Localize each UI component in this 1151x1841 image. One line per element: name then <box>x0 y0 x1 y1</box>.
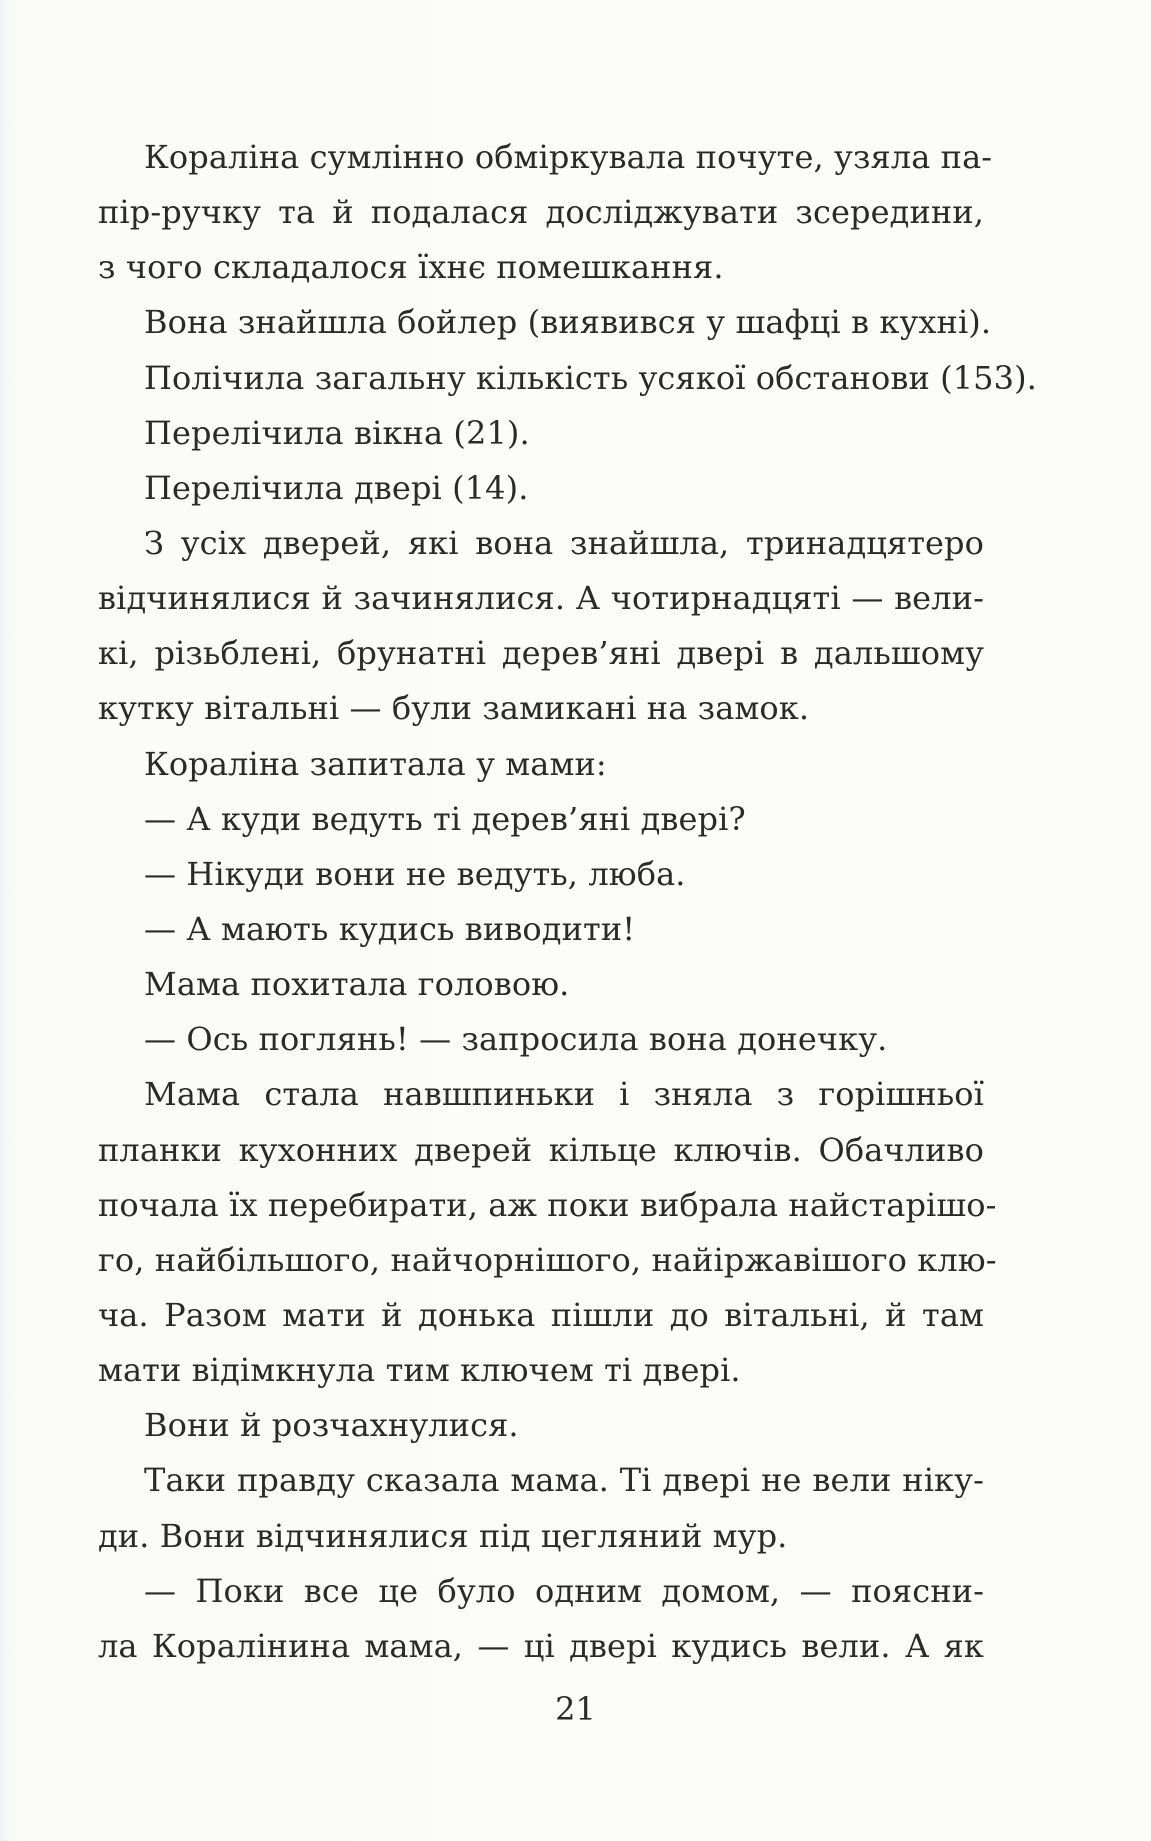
text-line: Мама похитала головою. <box>144 965 570 1004</box>
text-line: кутку вітальні — були замикані на замок. <box>98 689 810 728</box>
page-number: 21 <box>555 1690 596 1728</box>
text-line: відчинялися й зачинялися. А чотирнадцяті — вели- <box>98 579 984 618</box>
text-line: з чого складалося їхнє помешкання. <box>98 248 724 287</box>
text-line: — Поки все це було одним домом, — поясни- <box>144 1571 984 1610</box>
text-line: З усіх дверей, які вона знайшла, тринадцятеро <box>144 523 984 562</box>
text-line: Кораліна запитала у мами: <box>144 744 607 783</box>
text-line: почала їх перебирати, аж поки вибрала найстарішо- <box>98 1185 997 1224</box>
text-line: Полічила загальну кількість усякої обстанови (153). <box>144 358 1037 397</box>
text-line: ча. Разом мати й донька пішли до вітальні, й там <box>98 1295 984 1334</box>
text-line: Вони й розчахнулися. <box>144 1406 519 1445</box>
text-line: Мама стала навшпиньки і зняла з горішньої <box>144 1075 984 1114</box>
text-line: — А мають кудись виводити! <box>144 909 636 948</box>
text-line: — Ось поглянь! — запросила вона донечку. <box>144 1020 888 1059</box>
text-line: пір-ручку та й подалася досліджувати зсередини, <box>98 193 984 232</box>
text-line: — Нікуди вони не ведуть, люба. <box>144 854 686 893</box>
text-line: Перелічила двері (14). <box>144 468 529 507</box>
text-line: го, найбільшого, найчорнішого, найіржавішого клю- <box>98 1240 997 1279</box>
body-text <box>98 130 1037 1674</box>
text-line: Перелічила вікна (21). <box>144 413 530 452</box>
text-line: Таки правду сказала мама. Ті двері не вели ніку- <box>144 1461 984 1500</box>
text-line: ди. Вони відчинялися під цегляний мур. <box>98 1516 788 1555</box>
text-line: планки кухонних дверей кільце ключів. Обачливо <box>98 1130 984 1169</box>
text-line: Кораліна сумлінно обміркувала почуте, узяла па- <box>144 138 993 176</box>
text-line: кі, різьблені, брунатні дерев’яні двері в дальшому <box>98 634 984 673</box>
text-line: — А куди ведуть ті дерев’яні двері? <box>144 799 746 838</box>
text-line: мати відімкнула тим ключем ті двері. <box>98 1351 741 1390</box>
text-line: Вона знайшла бойлер (виявився у шафці в кухні). <box>144 303 992 342</box>
text-line: ла Коралінина мама, — ці двері кудись вели. А як <box>98 1626 984 1665</box>
